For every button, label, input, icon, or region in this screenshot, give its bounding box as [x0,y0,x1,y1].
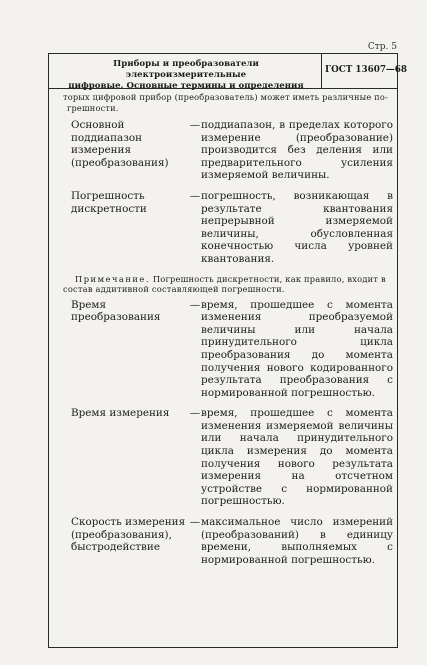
term-definition: время, прошедшее с момента изменения преобразуемой величины или начала принудительного цикла преобразования до момента получения нового кодированного результата преобразования с нормированной погрешностью. [201,298,393,399]
term-name: Время измерения [71,407,170,420]
term-definition: время, прошедшее с момента изменения измеряемой величины или начала принудительного цикла измерения до момента получения нового результата измерения на отсчетном устройстве с нормированной погрешностью. [201,407,393,508]
term-name: Время преобразования [71,298,161,324]
header-divider [321,54,322,88]
term-definition: погрешность, возникающая в результате квантования непрерывной измеряемой величины, обусловленная конечностью числа уровней квантования. [201,189,393,265]
term-dash: — [189,189,201,202]
standard-number: ГОСТ 13607—68 [325,65,407,75]
term-dash: — [189,119,201,131]
term-name: Основной поддиапазон измерения (преобразования) [71,119,169,169]
term-name: Скорость измерения (преобразования), быстродействие [71,516,186,554]
continuation-line-2: грешности. [67,102,119,113]
term-definition: максимальное число измерений (преобразований) в единицу времени, выполняемых с нормированной погрешностью. [201,516,393,566]
header-title [55,59,317,92]
note-text: Погрешность дискретности, как правило, входит в состав аддитивной составляющей погрешности. [63,273,386,295]
term-dash: — [189,516,201,529]
document-frame [48,53,407,648]
continuation-text [63,92,393,113]
term-dash: — [189,407,201,420]
term-entry [63,516,393,566]
document-header [49,54,407,91]
term-entry [63,407,393,508]
term-name: Погрешность дискретности [71,189,147,215]
term-entry [63,119,393,182]
page-number: Стр. 5 [367,42,397,52]
term-dash: — [189,298,201,311]
term-entry [63,299,393,400]
note [63,274,393,295]
term-definition: поддиапазон, в пределах которого измерение (преобразование) производится без деления или предварительного усиления измеряемой величины. [201,119,393,182]
header-title-line-1: Приборы и преобразователи электроизмерительные [113,59,259,80]
continuation-line-1: торых цифровой прибор (преобразователь) может иметь различные по- [63,92,388,102]
term-entry [63,190,393,266]
note-label: Примечание. [75,273,150,284]
header-title-line-2: цифровые. Основные термины и определения [68,81,304,91]
document-body [63,92,393,566]
